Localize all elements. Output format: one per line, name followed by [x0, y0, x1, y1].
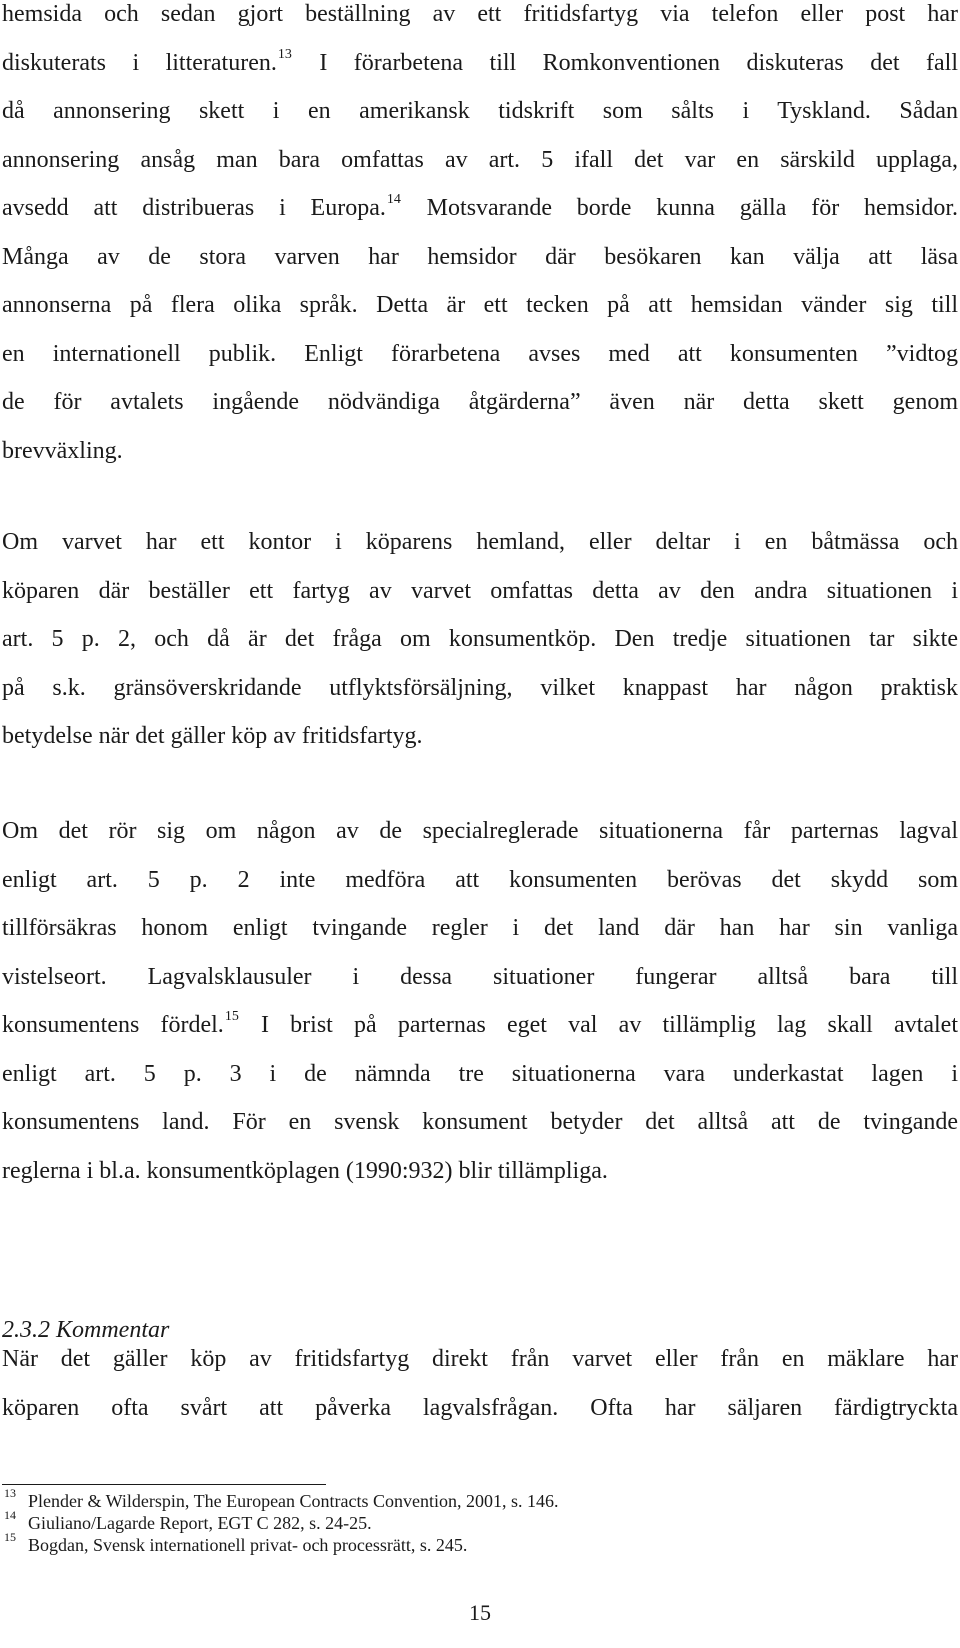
text-line: en internationell publik. Enligt förarbetena avses med att konsumenten ”vidtog — [2, 340, 958, 367]
text-line: När det gäller köp av fritidsfartyg direkt från varvet eller från en mäklare har — [2, 1346, 958, 1372]
text-run: I förarbetena till Romkonventionen diskuteras det fall — [292, 49, 958, 76]
text-line: köparen ofta svårt att påverka lagvalsfrågan. Ofta har säljaren färdigtryckta — [2, 1394, 958, 1421]
text-line: på s.k. gränsöverskridande utflyktsförsäljning, vilket knappast har någon praktisk — [2, 674, 958, 701]
text-line: enligt art. 5 p. 2 inte medföra att konsumenten berövas det skydd som — [2, 866, 958, 893]
text-line: enligt art. 5 p. 3 i de nämnda tre situationerna vara underkastat lagen i — [2, 1060, 958, 1087]
text-line — [2, 184, 958, 233]
text-line — [2, 39, 958, 88]
text-line: vistelseort. Lagvalsklausuler i dessa situationer fungerar alltså bara till — [2, 963, 958, 990]
footnote-15 — [0, 1530, 960, 1556]
paragraph-2 — [2, 518, 958, 761]
page-number: 15 — [469, 1600, 491, 1625]
footnotes — [0, 1486, 960, 1556]
footnote-separator — [2, 1484, 326, 1485]
text-run: avsedd att distribueras i Europa. — [2, 195, 386, 221]
footnote-ref-13[interactable]: 13 — [277, 46, 292, 62]
paragraph-1 — [2, 0, 958, 475]
text-line: betydelse när det gäller köp av fritidsfartyg. — [2, 723, 423, 749]
text-line: de för avtalets ingående nödvändiga åtgärderna” även när detta skett genom — [2, 389, 958, 415]
text-line: konsumentens land. För en svensk konsument betyder det alltså att de tvingande — [2, 1109, 958, 1135]
text-line: Om varvet har ett kontor i köparens hemland, eller deltar i en båtmässa och — [2, 529, 958, 555]
text-line: reglerna i bl.a. konsumentköplagen (1990:932) blir tillämpliga. — [2, 1157, 608, 1184]
footnote-14 — [0, 1508, 960, 1534]
footnote-text: Plender & Wilderspin, The European Contracts Convention, 2001, s. 146. — [28, 1491, 559, 1511]
text-line: tillförsäkras honom enligt tvingande regler i det land där han har sin vanliga — [2, 915, 958, 941]
paragraph-4 — [2, 1335, 958, 1432]
footnote-number: 15 — [4, 1530, 16, 1544]
text-line: hemsida och sedan gjort beställning av ett fritidsfartyg via telefon eller post har — [2, 1, 958, 27]
section-heading: 2.3.2 Kommentar — [2, 1317, 170, 1343]
text-line: köparen där beställer ett fartyg av varvet omfattas detta av den andra situationen i — [2, 577, 958, 604]
footnote-number: 13 — [4, 1486, 16, 1500]
footnote-text: Bogdan, Svensk internationell privat- och processrätt, s. 245. — [28, 1535, 468, 1555]
text-run: Motsvarande borde kunna gälla för hemsidor. — [401, 195, 958, 221]
text-line — [2, 1001, 958, 1050]
text-line: annonsering ansåg man bara omfattas av art. 5 ifall det var en särskild upplaga, — [2, 146, 958, 173]
text-run: I brist på parternas eget val av tillämplig lag skall avtalet — [239, 1012, 958, 1038]
footnote-13 — [0, 1486, 960, 1512]
footnote-ref-14[interactable]: 14 — [386, 192, 401, 207]
text-line: Många av de stora varven har hemsidor där besökaren kan välja att läsa — [2, 243, 958, 270]
text-line: då annonsering skett i en amerikansk tidskrift som sålts i Tyskland. Sådan — [2, 98, 958, 124]
text-run: konsumentens fördel. — [2, 1012, 224, 1038]
text-line: Om det rör sig om någon av de specialreglerade situationerna får parternas lagval — [2, 818, 958, 844]
footnote-text: Giuliano/Lagarde Report, EGT C 282, s. 24-25. — [28, 1513, 372, 1533]
paragraph-3 — [2, 807, 958, 1195]
text-line: brevväxling. — [2, 437, 123, 464]
text-line: art. 5 p. 2, och då är det fråga om konsumentköp. Den tredje situationen tar sikte — [2, 626, 958, 652]
footnote-number: 14 — [4, 1508, 16, 1522]
text-run: diskuterats i litteraturen. — [2, 49, 277, 76]
footnote-ref-15[interactable]: 15 — [224, 1009, 239, 1024]
text-line: annonserna på flera olika språk. Detta är ett tecken på att hemsidan vänder sig till — [2, 292, 958, 318]
